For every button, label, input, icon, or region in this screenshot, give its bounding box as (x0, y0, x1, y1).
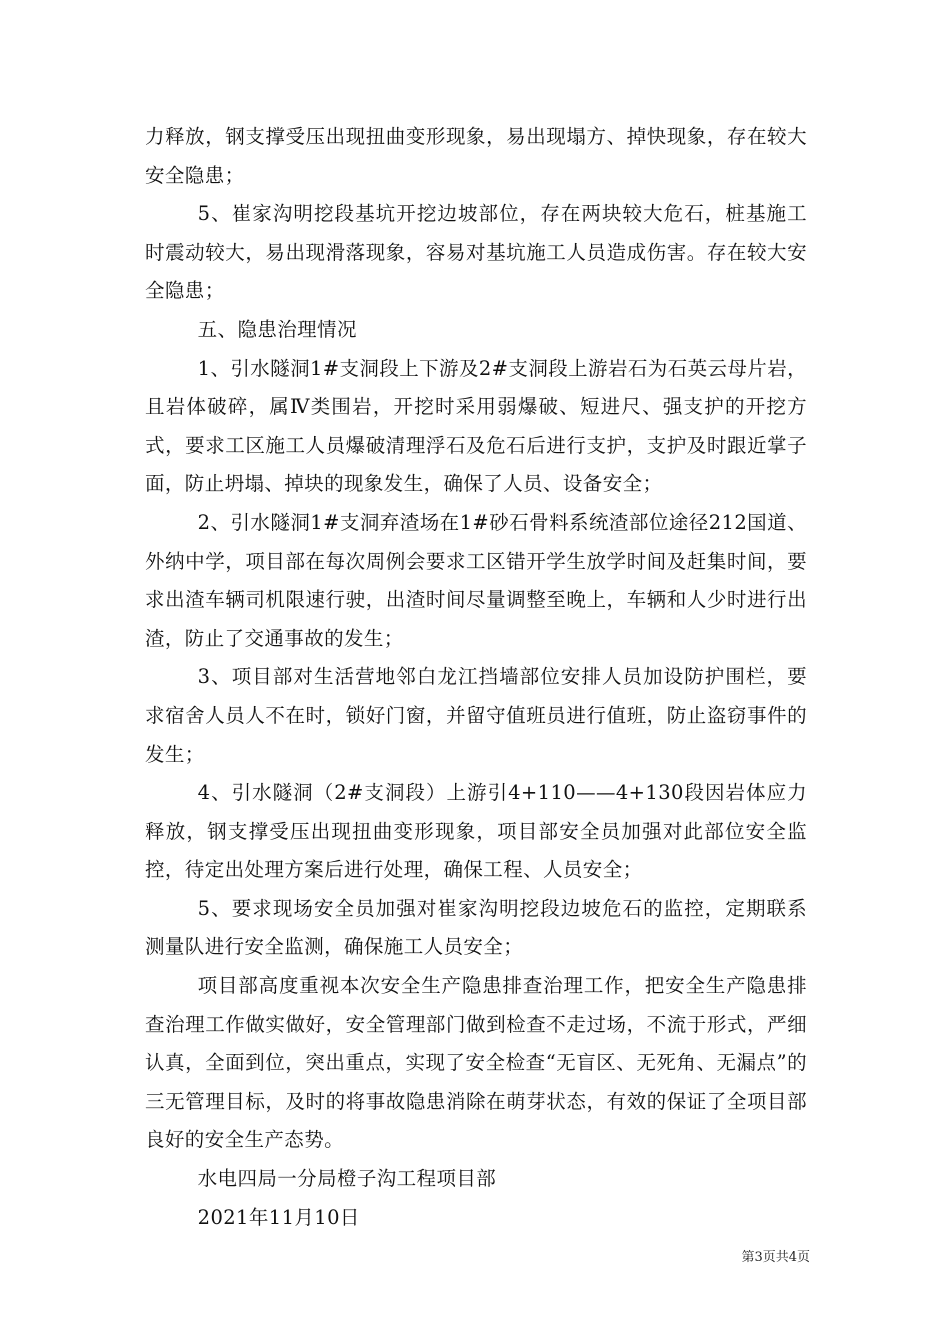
paragraph-summary: 项目部高度重视本次安全生产隐患排查治理工作，把安全生产隐患排查治理工作做实做好，安全管理部门做到检查不走过场，不流于形式，严细认真，全面到位，突出重点，实现了安全检查“无盲区、无死角、无漏点”的三无管理目标，及时的将事故隐患消除在萌芽状态，有效的保证了全项目部良好的安全生产态势。 (145, 974, 807, 1152)
paragraph-measure-4: 4、引水隧洞（2#支洞段）上游引4+110——4+130段因岩体应力释放，钢支撑受压出现扭曲变形现象，项目部安全员加强对此部位安全监控，待定出处理方案后进行处理，确保工程、人员安全； (145, 781, 807, 882)
document-body (145, 118, 807, 1237)
paragraph-measure-3: 3、项目部对生活营地邻白龙江挡墙部位安排人员加设防护围栏，要求宿舍人员人不在时，锁好门窗，并留守值班员进行值班，防止盗窃事件的发生； (145, 665, 807, 766)
signature-organization: 水电四局一分局橙子沟工程项目部 (197, 1167, 497, 1191)
paragraph-continuation: 力释放，钢支撑受压出现扭曲变形现象，易出现塌方、掉快现象，存在较大安全隐患； (145, 125, 807, 187)
paragraph-hazard-5: 5、崔家沟明挖段基坑开挖边坡部位，存在两块较大危石，桩基施工时震动较大，易出现滑落现象，容易对基坑施工人员造成伤害。存在较大安全隐患； (145, 202, 807, 303)
paragraph-measure-1: 1、引水隧洞1#支洞段上下游及2#支洞段上游岩石为石英云母片岩，且岩体破碎，属Ⅳ类围岩，开挖时采用弱爆破、短进尺、强支护的开挖方式，要求工区施工人员爆破清理浮石及危石后进行支护，支护及时跟近掌子面，防止坍塌、掉块的现象发生，确保了人员、设备安全； (145, 356, 807, 496)
paragraph-measure-5: 5、要求现场安全员加强对崔家沟明挖段边坡危石的监控，定期联系测量队进行安全监测，确保施工人员安全； (145, 896, 807, 959)
paragraph-measure-2: 2、引水隧洞1#支洞弃渣场在1#砂石骨料系统渣部位途径212国道、外纳中学，项目部在每次周例会要求工区错开学生放学时间及赶集时间，要求出渣车辆司机限速行驶，出渣时间尽量调整至晚上，车辆和人少时进行出渣，防止了交通事故的发生； (145, 510, 807, 650)
signature-date: 2021年11月10日 (197, 1205, 360, 1229)
page-number: 第3页共4页 (741, 1250, 810, 1265)
section-heading: 五、隐患治理情况 (197, 317, 357, 341)
